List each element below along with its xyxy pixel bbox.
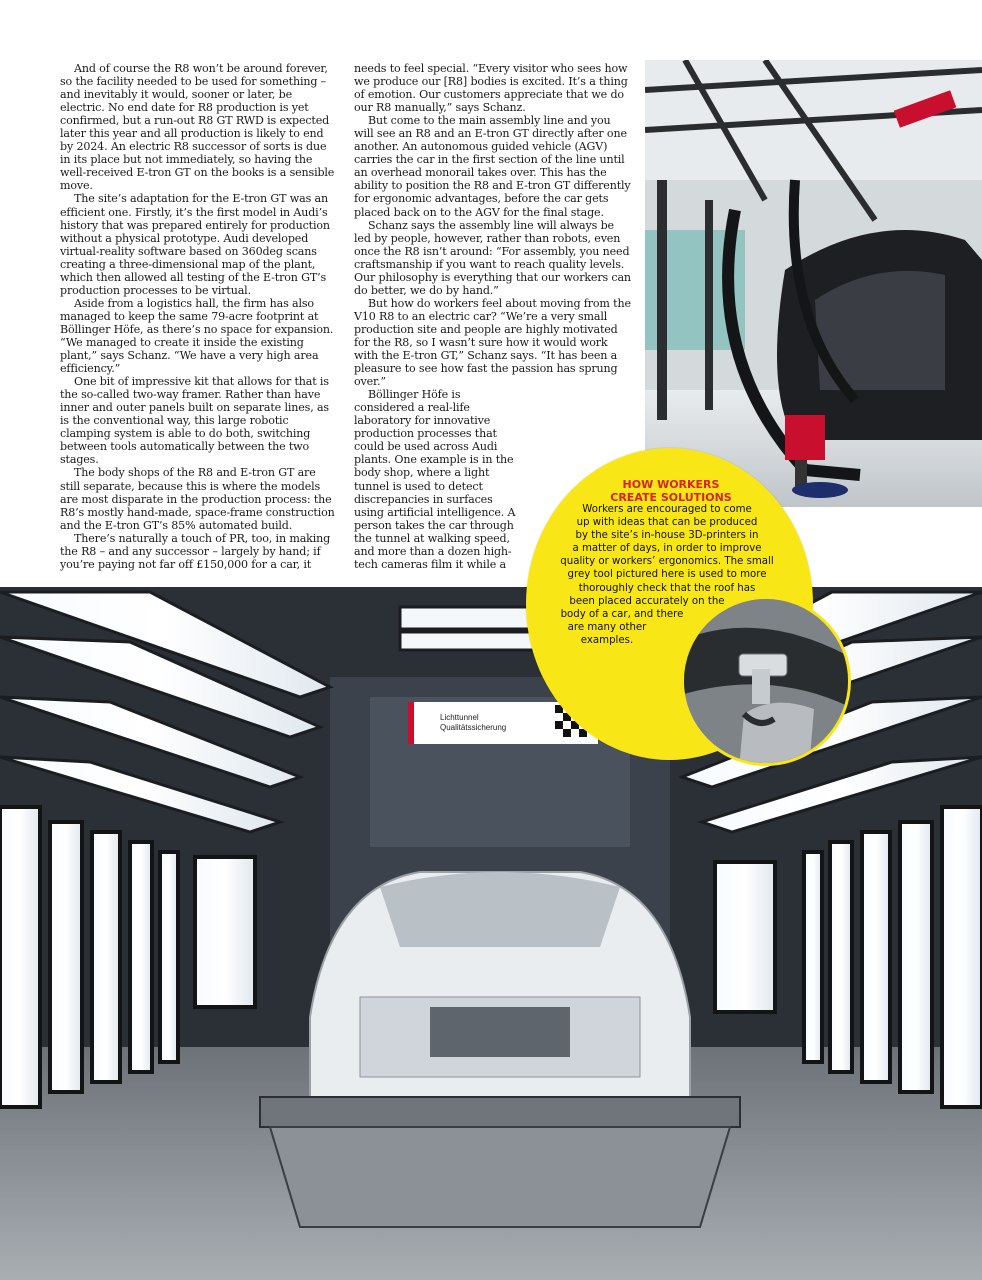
paragraph: Schanz says the assembly line will always be led by people, however, rather than robots, even once the R8 isn’t around: “For assembly, you need craftsmanship if you want to reach quality levels. Our philosophy is everything that our workers can do better, we do by hand.” <box>354 218 631 297</box>
tunnel-sign-line1: Lichttunnel <box>440 713 479 722</box>
paragraph: needs to feel special. “Every visitor who sees how we produce our [R8] bodies is excited. It’s a thing of emotion. Our customers appreciate that we do our R8 manually,” says Schanz. <box>354 62 628 115</box>
paragraph: The body shops of the R8 and E-tron GT are still separate, because this is where the models are most disparate in the production process: the R8’s mostly hand-made, space-frame construction and the E-tron GT’s 85% automated build. <box>60 466 335 532</box>
article-column-1 <box>60 62 338 571</box>
tool-illustration <box>684 599 851 766</box>
callout-line: by the site’s in-house 3D-printers in <box>575 530 759 542</box>
callout-line: been placed accurately on the <box>569 595 725 607</box>
paragraph: The site’s adaptation for the E-tron GT was an efficient one. Firstly, it’s the first model in Audi’s history that was prepared entirely for production without a physical prototype. Audi developed virtual-reality software based on 360deg scans creating a three-dimensional map of the plant, which then allowed all testing of the E-tron GT’s production processes to be virtual. <box>60 192 330 297</box>
assembly-line-illustration <box>645 60 982 507</box>
callout-line: are many other <box>567 621 647 633</box>
callout-line: body of a car, and there <box>560 608 684 620</box>
paragraph: Böllinger Höfe is considered a real-life laboratory for innovative production processes that could be used across Audi plants. One example is in the body shop, where a light tunnel is used to detect discrepancies in surfaces using artificial intelligence. A person takes the car through the tunnel at walking speed, and more than a dozen high-tech cameras film it while a <box>354 388 516 571</box>
paragraph: And of course the R8 won’t be around forever, so the facility needed to be used for something – and inevitably it would, sooner or later, be electric. No end date for R8 production is yet confirmed, but a run-out R8 GT RWD is expected later this year and all production is likely to end by 2024. An electric R8 successor of sorts is due in its place but not immediately, so having the well-received E-tron GT on the books is a sensible move. <box>60 62 335 193</box>
paragraph: But how do workers feel about moving from the V10 R8 to an electric car? “We’re a very small production site and people are highly motivated for the R8, so I wasn’t sure how it would work with the E-tron GT,” Schanz says. “It has been a pleasure to see how fast the passion has sprung over.” <box>354 296 631 389</box>
paragraph: There’s naturally a touch of PR, too, in making the R8 – and any successor – largely by hand; if you’re paying not far off £150,000 for a car, it <box>60 531 331 571</box>
assembly-line-photo <box>645 60 982 507</box>
callout-line: thoroughly check that the roof has <box>578 582 756 594</box>
callout-line: grey tool pictured here is used to more <box>567 569 767 581</box>
callout-line: a matter of days, in order to improve <box>572 543 762 555</box>
callout-line: up with ideas that can be produced <box>576 517 758 529</box>
callout-line: examples. <box>580 634 634 646</box>
callout-line: Workers are encouraged to come <box>582 504 752 515</box>
paragraph: But come to the main assembly line and you will see an R8 and an E-tron GT directly after one another. An autonomous guided vehicle (AGV) carries the car in the first section of the line until an overhead monorail takes over. This has the ability to position the R8 and E-tron GT differently for ergonomic advantages, before the car gets placed back on to the AGV for the final stage. <box>354 114 631 219</box>
paragraph: Aside from a logistics hall, the firm has also managed to keep the same 79-acre footprint at Böllinger Höfe, as there’s no space for expansion. “We managed to create it inside the existing plant,” says Schanz. “We have a very high area efficiency.” <box>60 296 334 376</box>
paragraph: One bit of impressive kit that allows for that is the so-called two-way framer. Rather than have inner and outer panels built on separate lines, as is the conventional way, this large robotic clamping system is able to do both, switching between tools automatically between the two stages. <box>60 375 329 467</box>
callout-heading: HOW WORKERS CREATE SOLUTIONS <box>610 478 732 504</box>
tunnel-sign-line2: Qualitätssicherung <box>440 723 507 732</box>
tool-inset-photo <box>681 596 851 766</box>
callout-line: quality or workers’ ergonomics. The small <box>560 556 774 568</box>
